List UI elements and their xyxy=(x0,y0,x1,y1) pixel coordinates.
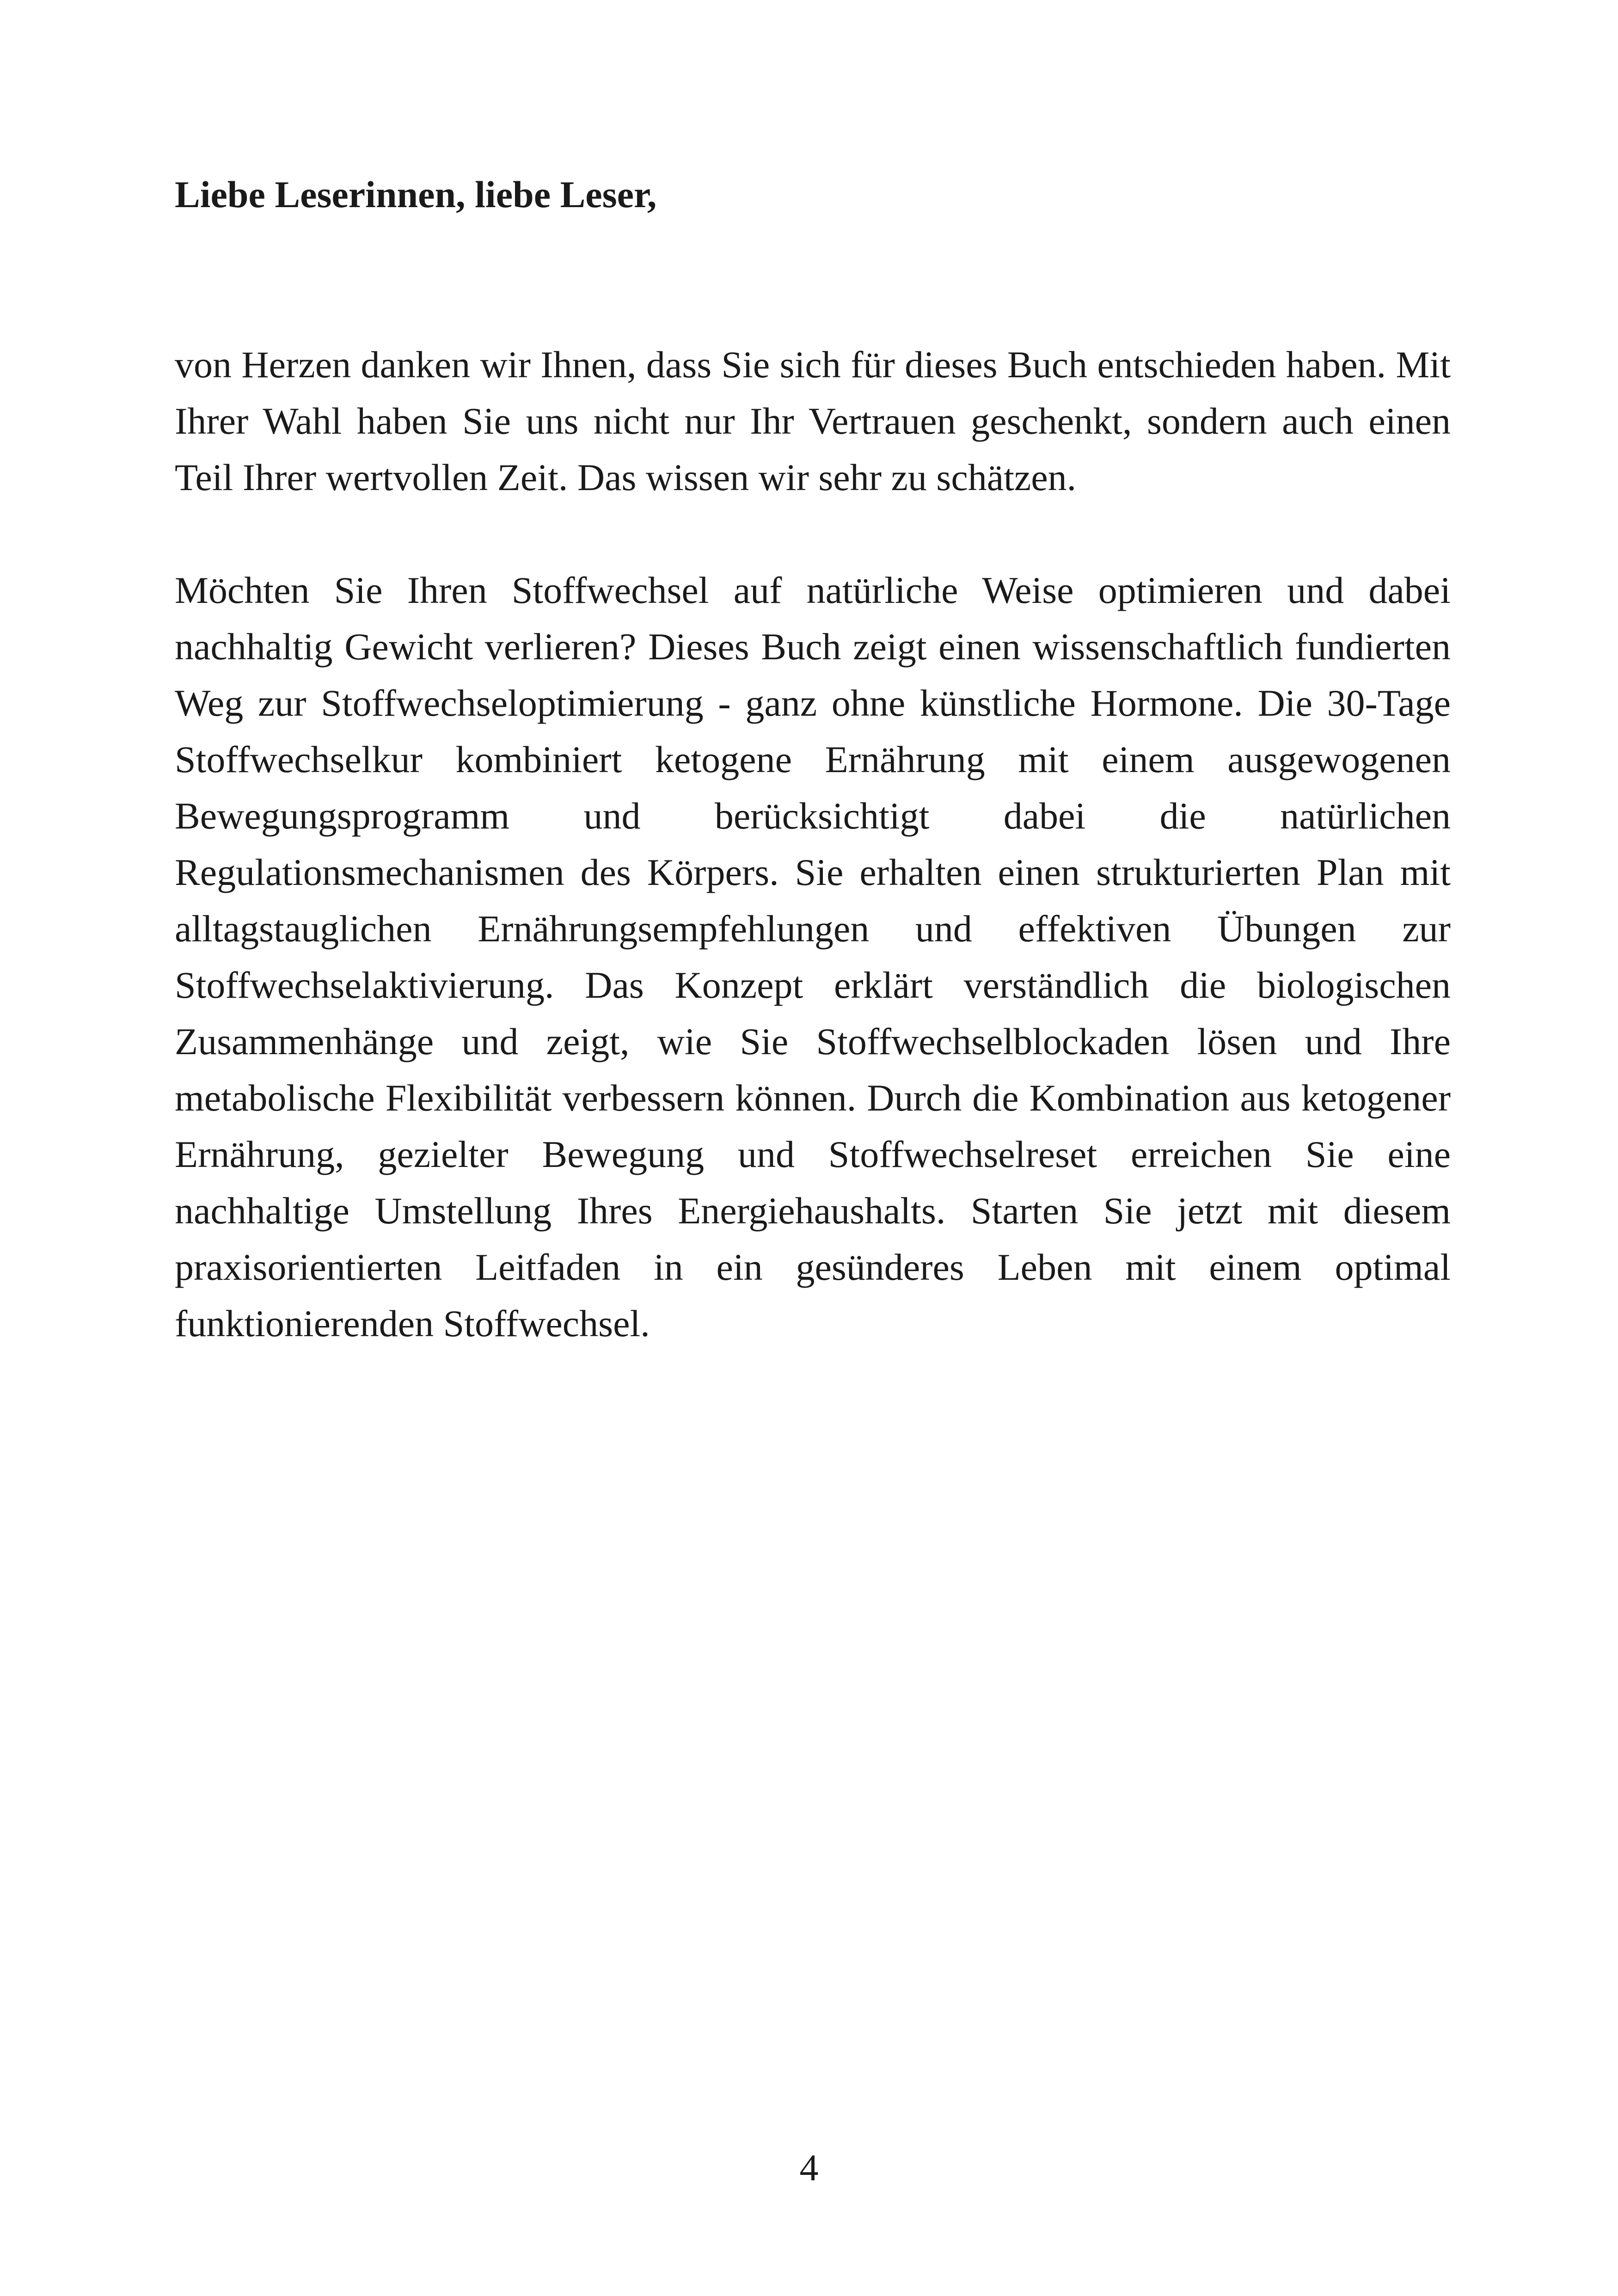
paragraph-book-description: Möchten Sie Ihren Stoffwechsel auf natürliche Weise optimieren und dabei nachhaltig Gewicht verlieren? Dieses Buch zeigt einen wissenschaftlich fundierten Weg zur Stoffwechseloptimierung - ganz ohne künstliche Hormone. Die 30-Tage Stoffwechselkur kombiniert ketogene Ernährung mit einem ausgewogenen Bewegungsprogramm und berücksichtigt dabei die natürlichen Regulationsmechanismen des Körpers. Sie erhalten einen strukturierten Plan mit alltagstauglichen Ernährungsempfehlungen und effektiven Übungen zur Stoffwechselaktivierung. Das Konzept erklärt verständlich die biologischen Zusammenhänge und zeigt, wie Sie Stoffwechselblockaden lösen und Ihre metabolische Flexibilität verbessern können. Durch die Kombination aus ketogener Ernährung, gezielter Bewegung und Stoffwechselreset erreichen Sie eine nachhaltige Umstellung Ihres Energiehaushalts. Starten Sie jetzt mit diesem praxisorientierten Leitfaden in ein gesünderes Leben mit einem optimal funktionierenden Stoffwechsel. xyxy=(175,569,1451,1344)
body-text xyxy=(175,337,1451,1408)
greeting-heading: Liebe Leserinnen, liebe Leser, xyxy=(175,173,657,215)
page-number: 4 xyxy=(799,2147,819,2189)
paragraph-thanks: von Herzen danken wir Ihnen, dass Sie sich für dieses Buch entschieden haben. Mit Ihrer Wahl haben Sie uns nicht nur Ihr Vertrauen geschenkt, sondern auch einen Teil Ihrer wertvollen Zeit. Das wissen wir sehr zu schätzen. xyxy=(175,344,1451,498)
